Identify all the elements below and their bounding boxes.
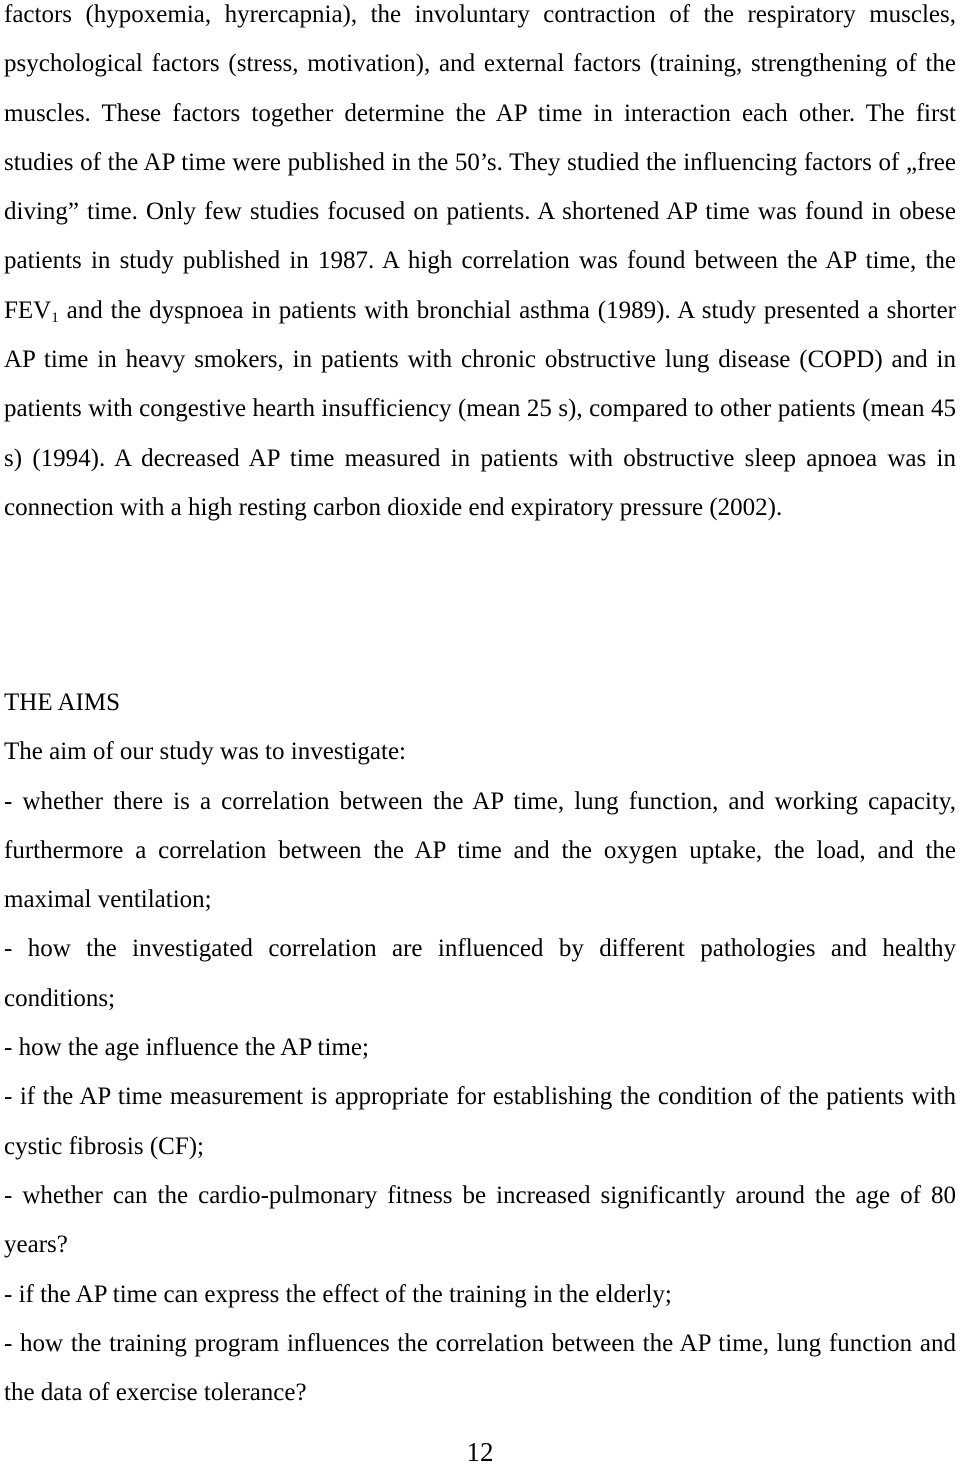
intro-paragraph: [4, 0, 956, 532]
aim-item-6: - if the AP time can express the effect of the training in the elderly;: [4, 1280, 672, 1308]
intro-text-part2: and the dyspnoea in patients with bronchial asthma (1989). A study presented a shorter AP time in heavy smokers, in patients with chronic obstructive lung disease (COPD) and in patients with congestive hearth insufficiency (mean 25 s), compared to other patients (mean 45 s) (1994). A decreased AP time measured in patients with obstructive sleep apnoea was in connection with a high resting carbon dioxide end expiratory pressure (2002).: [4, 296, 956, 521]
aims-section: [4, 678, 956, 1417]
aim-item-1: - whether there is a correlation between the AP time, lung function, and working capacity, furthermore a correlation between the AP time and the oxygen uptake, the load, and the maximal ventilation;: [4, 787, 956, 914]
fev-subscript: 1: [51, 309, 59, 326]
aims-heading: THE AIMS: [4, 689, 120, 716]
aim-item-4: - if the AP time measurement is appropriate for establishing the condition of the patients with cystic fibrosis (CF);: [4, 1083, 956, 1160]
aim-item-5: - whether can the cardio-pulmonary fitness be increased significantly around the age of 80 years?: [4, 1181, 956, 1259]
aim-item-3: - how the age influence the AP time;: [4, 1034, 369, 1062]
aim-item-2: - how the investigated correlation are influenced by different pathologies and healthy conditions;: [4, 935, 956, 1012]
intro-text-part1: factors (hypoxemia, hyrercapnia), the involuntary contraction of the respiratory muscles, psychological factors (stress, motivation), and external factors (training, strengthening of the muscles. These factors together determine the AP time in interaction each other. The first studies of the AP time were published in the 50’s. They studied the influencing factors of „free diving” time. Only few studies focused on patients. A shortened AP time was found in obese patients in study published in 1987. A high correlation was found between the AP time, the FEV: [4, 1, 956, 324]
aim-item-7: - how the training program influences the correlation between the AP time, lung function and the data of exercise tolerance?: [4, 1329, 956, 1407]
aims-lead: The aim of our study was to investigate:: [4, 738, 407, 766]
page-number: 12: [466, 1437, 494, 1467]
